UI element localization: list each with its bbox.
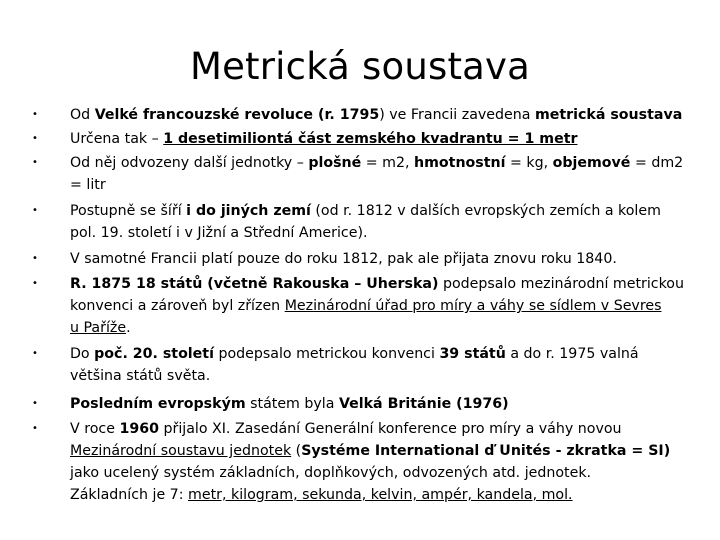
text-run: = dm2	[630, 155, 684, 171]
text-run: Mezinárodní soustavu jednotek	[70, 443, 292, 459]
text-run: hmotnostní	[414, 155, 506, 171]
text-run: 1 desetimiliontá část zemského kvadrantu = 1 metr	[163, 131, 578, 147]
bullet-line	[70, 248, 685, 270]
bullet-dot-icon: •	[32, 133, 38, 144]
bullet-line	[70, 365, 685, 387]
text-run: Systéme International ď Unités - zkratka = SI)	[301, 443, 671, 459]
text-run: = kg,	[505, 155, 553, 171]
text-run: i do jiných zemí	[186, 203, 311, 219]
text-run: Od něj odvozeny další jednotky –	[70, 155, 309, 171]
bullet-dot-icon: •	[32, 205, 38, 216]
text-run: 1960	[119, 421, 159, 437]
bullet-dot-icon: •	[32, 253, 38, 264]
text-run: konvenci a zároveň byl zřízen	[70, 298, 285, 314]
text-run: plošné	[308, 155, 362, 171]
text-run: přijalo XI. Zasedání Generální konference pro míry a váhy novou	[158, 421, 622, 437]
text-run: podepsalo metrickou konvenci	[213, 346, 440, 362]
text-run: = m2,	[361, 155, 415, 171]
bullet-item	[32, 104, 685, 126]
bullet-line	[70, 222, 685, 244]
text-run: pol. 19. století i v Jižní a Střední Americe).	[70, 225, 368, 241]
text-run: metrická soustava	[534, 107, 683, 123]
text-run: Posledním evropským	[70, 396, 246, 412]
text-run: .	[126, 320, 131, 336]
bullet-item	[32, 128, 685, 150]
text-run: podepsalo mezinárodní metrickou	[438, 276, 684, 292]
bullet-dot-icon: •	[32, 109, 38, 120]
bullet-line	[70, 462, 685, 484]
bullet-line	[70, 484, 685, 506]
text-run: státem byla	[245, 396, 339, 412]
text-run: Do	[70, 346, 95, 362]
text-run: jako ucelený systém základních, doplňkových, odvozených atd. jednotek.	[70, 465, 592, 481]
bullet-item	[32, 248, 685, 270]
text-run: Postupně se šíří	[70, 203, 187, 219]
bullet-line	[70, 440, 685, 462]
bullet-line	[70, 128, 685, 150]
text-run: Velké francouzské revoluce (r. 1795	[94, 107, 380, 123]
bullet-item	[32, 152, 685, 196]
text-run: R. 1875 18 států (včetně Rakouska – Uherska)	[70, 276, 439, 292]
text-run: (	[291, 443, 302, 459]
bullet-dot-icon: •	[32, 157, 38, 168]
bullet-item	[32, 273, 685, 339]
text-run: metr, kilogram, sekunda, kelvin, ampér, kandela, mol.	[188, 487, 573, 503]
text-run: objemové	[552, 155, 631, 171]
bullet-line	[70, 273, 685, 295]
text-run: většina států světa.	[70, 368, 211, 384]
bullet-item	[32, 200, 685, 244]
bullet-line	[70, 174, 685, 196]
bullet-line	[70, 317, 685, 339]
text-run: V roce	[70, 421, 120, 437]
text-run: 39 států	[439, 346, 506, 362]
text-run: u Paříže	[70, 320, 127, 336]
text-run: V samotné Francii platí pouze do roku 1812, pak ale přijata znovu roku 1840.	[70, 251, 617, 267]
bullet-dot-icon: •	[32, 398, 38, 409]
bullet-line	[70, 343, 685, 365]
bullet-item	[32, 343, 685, 387]
bullet-item	[32, 393, 685, 415]
text-run: (od r. 1812 v dalších evropských zemích a kolem	[310, 203, 661, 219]
bullet-item	[32, 418, 685, 506]
bullet-dot-icon: •	[32, 278, 38, 289]
text-run: = litr	[70, 177, 106, 193]
text-run: ) ve Francii zavedena	[379, 107, 535, 123]
text-run: poč. 20. století	[94, 346, 214, 362]
text-run: Velká Británie (1976)	[338, 396, 509, 412]
bullet-dot-icon: •	[32, 423, 38, 434]
text-run: a do r. 1975 valná	[505, 346, 639, 362]
bullet-line	[70, 152, 685, 174]
bullet-line	[70, 393, 685, 415]
bullet-line	[70, 418, 685, 440]
text-run: Základních je 7:	[70, 487, 189, 503]
text-run: Mezinárodní úřad pro míry a váhy se sídlem v Sevres	[284, 298, 662, 314]
slide-title: Metrická soustava	[189, 45, 531, 88]
text-run: Od	[70, 107, 95, 123]
text-run: Určena tak –	[70, 131, 164, 147]
bullet-line	[70, 104, 685, 126]
bullet-line	[70, 295, 685, 317]
bullet-line	[70, 200, 685, 222]
bullet-dot-icon: •	[32, 348, 38, 359]
